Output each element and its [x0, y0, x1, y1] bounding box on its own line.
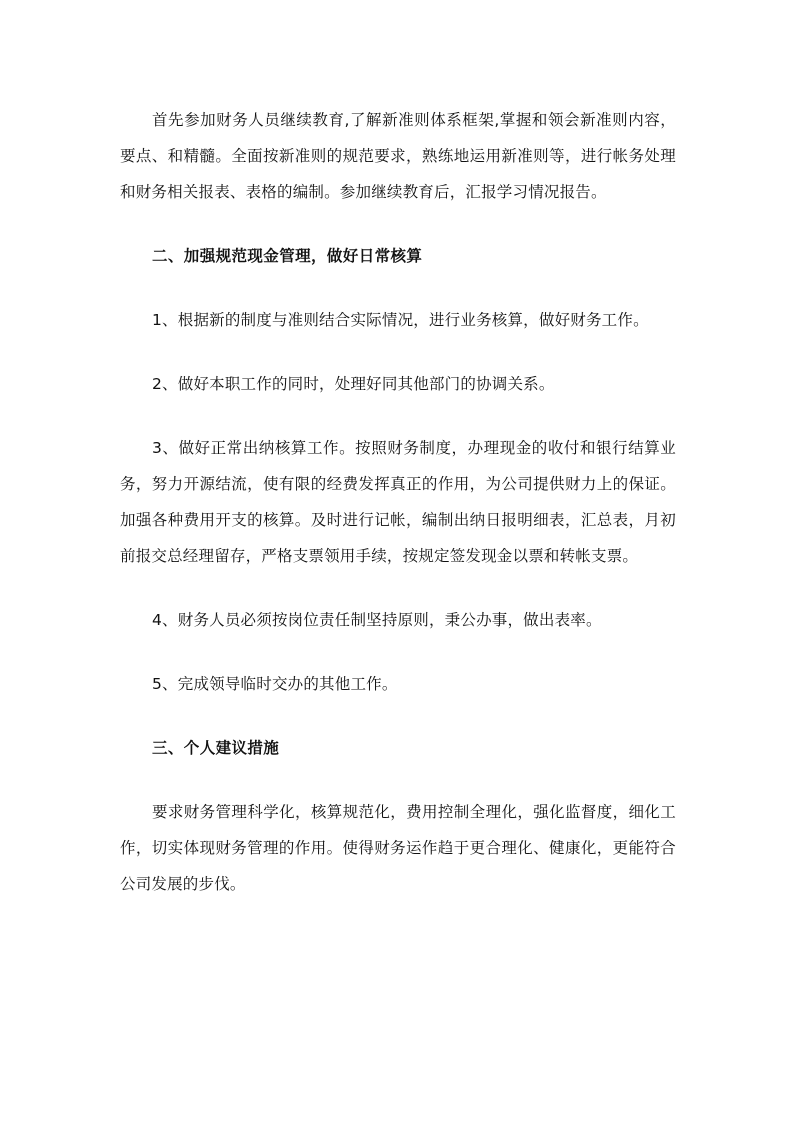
document-body	[120, 102, 676, 930]
section-heading-3: 三、个人建议措施	[152, 739, 280, 757]
list-item: 3、做好正常出纳核算工作。按照财务制度，办理现金的收付和银行结算业务，努力开源结流，使有限的经费发挥真正的作用，为公司提供财力上的保证。加强各种费用开支的核算。及时进行记帐，编制出纳日报明细表，汇总表，月初前报交总经理留存，严格支票领用手续，按规定签发现金以票和转帐支票。	[120, 439, 676, 565]
list-item: 4、财务人员必须按岗位责任制坚持原则，秉公办事，做出表率。	[152, 611, 602, 629]
list-item: 5、完成领导临时交办的其他工作。	[152, 675, 398, 693]
intro-paragraph: 首先参加财务人员继续教育,了解新准则体系框架,掌握和领会新准则内容，要点、和精髓。全面按新准则的规范要求，熟练地运用新准则等，进行帐务处理和财务相关报表、表格的编制。参加继续教育后，汇报学习情况报告。	[120, 111, 676, 201]
list-item: 1、根据新的制度与准则结合实际情况，进行业务核算，做好财务工作。	[152, 311, 649, 329]
section-heading-2: 二、加强规范现金管理，做好日常核算	[152, 247, 423, 265]
list-item: 2、做好本职工作的同时，处理好同其他部门的协调关系。	[152, 375, 555, 393]
section3-paragraph: 要求财务管理科学化，核算规范化，费用控制全理化，强化监督度，细化工作，切实体现财务管理的作用。使得财务运作趋于更合理化、健康化，更能符合公司发展的步伐。	[120, 803, 676, 893]
